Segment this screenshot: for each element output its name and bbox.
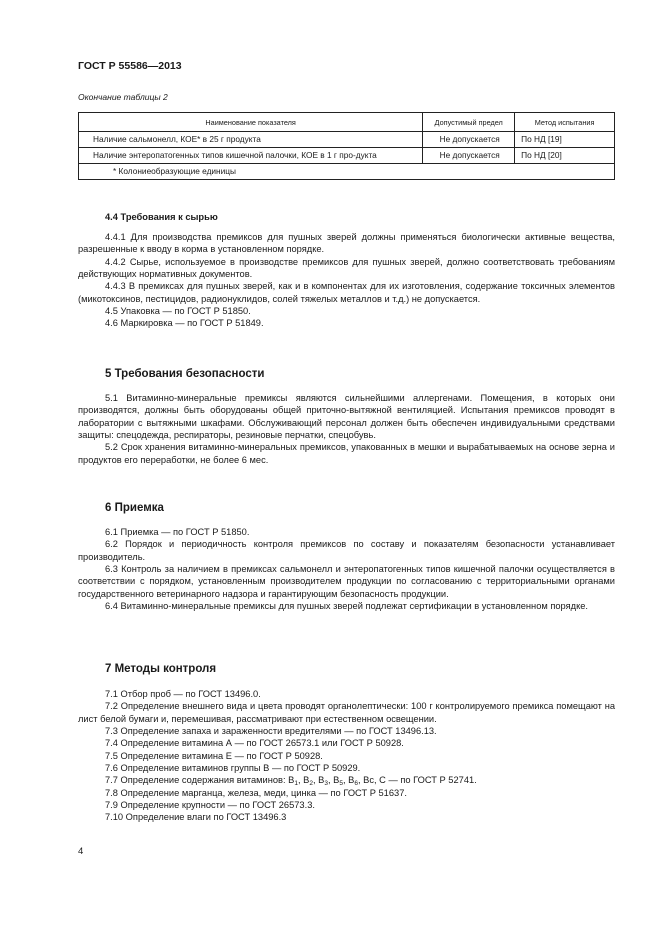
paragraph: 4.4.3 В премиксах для пушных зверей, как и в компонентах для их изготовления, содержание токсичных элементов (микотоксинов, пестицидов, радионуклидов, солей тяжелых металлов и т.д.) не допускается. — [78, 281, 615, 304]
paragraph: 6.2 Порядок и периодичность контроля премиксов по составу и показателям безопасности устанавливает производитель. — [78, 539, 615, 562]
paragraph: 7.10 Определение влаги по ГОСТ 13496.3 — [105, 812, 287, 823]
table-caption: Окончание таблицы 2 — [78, 92, 168, 102]
requirements-table — [78, 112, 615, 180]
cell-limit: Не допускается — [423, 132, 515, 148]
paragraph: 7.3 Определение запаха и зараженности вредителями — по ГОСТ 13496.13. — [105, 726, 437, 737]
section-7-body — [78, 688, 615, 824]
paragraph: 7.9 Определение крупности — по ГОСТ 26573.3. — [105, 800, 315, 811]
table-row — [79, 148, 615, 164]
cell-method: По НД [20] — [515, 148, 615, 164]
section-5-body — [78, 392, 615, 466]
paragraph: 5.2 Срок хранения витаминно-минеральных премиксов, упакованных в мешки и вырабатываемых на основе зерна и продуктов его переработки, не более 6 мес. — [78, 442, 615, 465]
section-7-title: 7 Методы контроля — [105, 663, 217, 675]
paragraph: 6.4 Витаминно-минеральные премиксы для пушных зверей подлежат сертификации в установленном порядке. — [105, 601, 588, 612]
paragraph: 7.6 Определение витаминов группы В — по ГОСТ Р 50929. — [105, 763, 361, 774]
cell-limit: Не допускается — [423, 148, 515, 164]
table-row — [79, 132, 615, 148]
paragraph: 4.4.1 Для производства премиксов для пушных зверей должны применяться биологически активные вещества, разрешенные к вводу в корма в установленном порядке. — [78, 232, 615, 255]
paragraph: 4.4.2 Сырье, используемое в производстве премиксов для пушных зверей, должно соответствовать требованиям действующих нормативных документов. — [78, 256, 615, 280]
cell-name: Наличие энтеропатогенных типов кишечной палочки, КОЕ в 1 г про-дукта — [79, 148, 423, 164]
paragraph: 5.1 Витаминно-минеральные премиксы являются сильнейшими аллергенами. Помещения, в которых они производятся, должны быть оборудованы общей приточно-вытяжной вентиляцией. Испытания премиксов проводят в лаборатории с вытяжными шкафами. Обслуживающий персонал должен быть обеспечен индивидуальными средствами защиты: спецодежда, респираторы, резиновые перчатки, спецобувь. — [78, 393, 615, 441]
column-header-name: Наименование показателя — [79, 113, 423, 132]
paragraph: 7.5 Определение витамина Е — по ГОСТ Р 50928. — [105, 750, 323, 761]
page-number: 4 — [78, 846, 84, 857]
paragraph: 7.4 Определение витамина А — по ГОСТ 26573.1 или ГОСТ Р 50928. — [105, 738, 404, 749]
column-header-method: Метод испытания — [515, 113, 615, 132]
paragraph: 6.1 Приемка — по ГОСТ Р 51850. — [105, 527, 250, 537]
cell-name: Наличие сальмонелл, КОЕ* в 25 г продукта — [79, 132, 423, 148]
section-5-title: 5 Требования безопасности — [105, 368, 265, 380]
table-footnote: * Колониеобразующие единицы — [79, 164, 615, 180]
paragraph: 7.2 Определение внешнего вида и цвета проводят органолептически: 100 г контролируемого премикса помещают на лист белой бумаги и, перемешивая, рассматривают при естественном освещении. — [78, 701, 615, 724]
column-header-limit: Допустимый предел — [423, 113, 515, 132]
paragraph: 4.6 Маркировка — по ГОСТ Р 51849. — [105, 318, 264, 329]
paragraph: 6.3 Контроль за наличием в премиксах сальмонелл и энтеропатогенных типов кишечной палочки осуществляется в соответствии с порядком, установленным производителем продукции по согласованию с территориальными органами государственного ветеринарного надзора и гарантирующим безопасность продукции. — [78, 564, 615, 599]
section-6-body — [78, 526, 615, 612]
paragraph: 4.5 Упаковка — по ГОСТ Р 51850. — [105, 306, 251, 317]
section-6-title: 6 Приемка — [105, 502, 164, 514]
table-header-row — [79, 113, 615, 132]
table-footnote-row — [79, 164, 615, 180]
section-4-4-title: 4.4 Требования к сырью — [105, 212, 218, 222]
standard-header: ГОСТ Р 55586—2013 — [78, 60, 182, 72]
section-4-4-body — [78, 231, 615, 330]
cell-method: По НД [19] — [515, 132, 615, 148]
paragraph: 7.8 Определение марганца, железа, меди, цинка — по ГОСТ Р 51637. — [105, 787, 407, 798]
paragraph: 7.1 Отбор проб — по ГОСТ 13496.0. — [105, 689, 261, 699]
paragraph-vitamins: 7.7 Определение содержания витаминов: $В_1$, $В_2$, $В_3$, $В_5$, $В_6$, Вс, С — по ГОСТ Р 52741. — [105, 775, 477, 788]
